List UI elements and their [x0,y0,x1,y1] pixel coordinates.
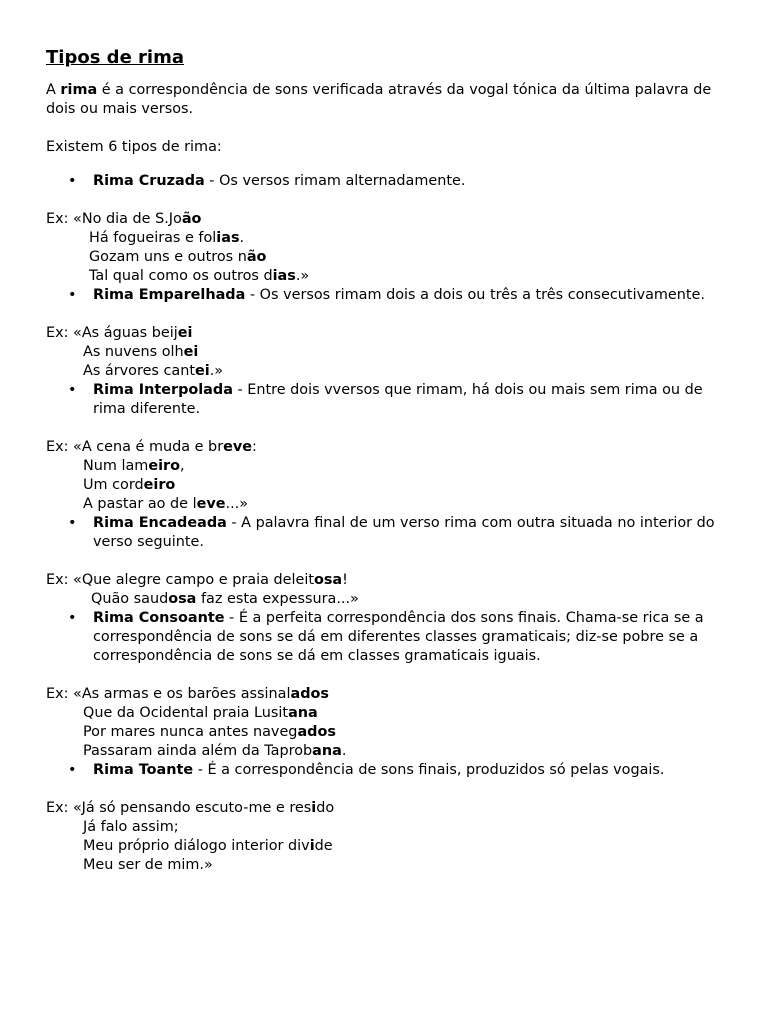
intro-paragraph: A rima é a correspondência de sons verificada através da vogal tónica da última palavra de dois ou mais versos. [46,82,712,117]
example-5 [46,685,736,761]
type-list-6 [46,761,736,780]
example-line: A pastar ao de leve...» [83,496,249,512]
list-item-rima-interpolada: • Rima Interpolada - Entre dois vversos que rimam, há dois ou mais sem rima ou de rima diferente. [46,381,736,419]
example-line: Passaram ainda além da Taprobana. [83,743,347,759]
example-line: As árvores cantei.» [83,363,224,379]
example-line: Ex: «As águas beijei [46,325,193,341]
example-line: Há fogueiras e folias. [89,230,245,246]
example-2 [46,324,736,381]
example-6 [46,799,736,875]
example-line: Meu próprio diálogo interior divide [83,838,333,854]
list-item-rima-toante: • Rima Toante - É a correspondência de sons finais, produzidos só pelas vogais. [46,761,736,780]
example-line: Tal qual como os outros dias.» [89,268,310,284]
document-page [46,46,736,875]
list-item-rima-emparelhada: • Rima Emparelhada - Os versos rimam dois a dois ou três a três consecutivamente. [46,286,736,305]
example-line: Num lameiro, [83,458,185,474]
type-list-5 [46,609,736,666]
example-line: Que da Ocidental praia Lusitana [83,705,318,721]
example-3 [46,438,736,514]
type-list-2 [46,286,736,305]
list-item-rima-consoante: • Rima Consoante - É a perfeita correspondência dos sons finais. Chama-se rica se a correspondência de sons se dá em diferentes classes gramaticais; diz-se pobre se a correspondência de sons se dá em classes gramaticais iguais. [46,609,736,666]
list-item-rima-encadeada: • Rima Encadeada - A palavra final de um verso rima com outra situada no interior do verso seguinte. [46,514,736,552]
page-title: Tipos de rima [46,47,184,68]
example-line: Um cordeiro [83,477,176,493]
type-list-4 [46,514,736,552]
example-1 [46,210,736,286]
type-list-3 [46,381,736,419]
example-line: Quão saudosa faz esta expessura...» [91,591,359,607]
example-4 [46,571,736,609]
example-line: Gozam uns e outros não [89,249,267,265]
example-line: As nuvens olhei [83,344,199,360]
example-line: Já falo assim; [83,819,179,835]
example-line: Ex: «Que alegre campo e praia deleitosa! [46,572,348,588]
types-count-paragraph: Existem 6 tipos de rima: [46,139,222,155]
type-list-1 [46,172,736,191]
example-line: Ex: «No dia de S.João [46,211,202,227]
example-line: Ex: «A cena é muda e breve: [46,439,257,455]
example-line: Meu ser de mim.» [83,857,213,873]
example-line: Por mares nunca antes navegados [83,724,336,740]
list-item-rima-cruzada: • Rima Cruzada - Os versos rimam alternadamente. [46,172,736,191]
example-line: Ex: «Já só pensando escuto-me e resido [46,800,335,816]
example-line: Ex: «As armas e os barões assinalados [46,686,329,702]
